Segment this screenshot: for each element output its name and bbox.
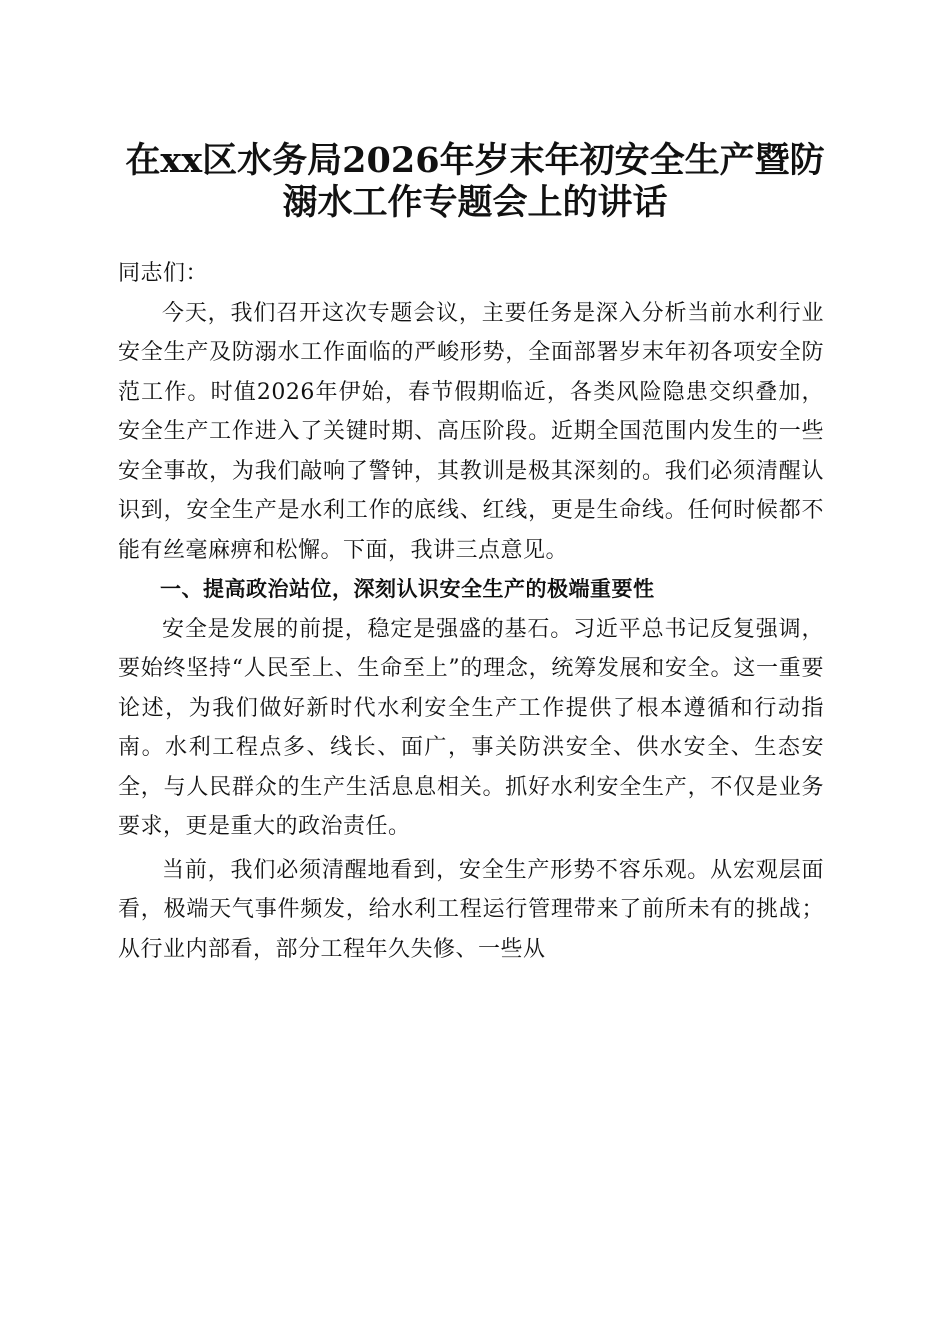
document-body [118,254,824,969]
document-title [110,140,840,224]
salutation: 同志们： [118,261,209,286]
title-line-1: 在xx区水务局2026年岁末年初安全生产暨防 [125,140,825,181]
section-heading-1: 一、提高政治站位，深刻认识安全生产的极端重要性 [160,577,655,601]
paragraph-intro: 今天，我们召开这次专题会议，主要任务是深入分析当前水利行业安全生产及防溺水工作面临的严峻形势，全面部署岁末年初各项安全防范工作。时值2026年伊始，春节假期临近，各类风险隐患交织叠加，安全生产工作进入了关键时期、高压阶段。近期全国范围内发生的一些安全事故，为我们敲响了警钟，其教训是极其深刻的。我们必须清醒认识到，安全生产是水利工作的底线、红线，更是生命线。任何时候都不能有丝毫麻痹和松懈。下面，我讲三点意见。 [118,300,824,563]
title-line-2: 溺水工作专题会上的讲话 [282,182,668,223]
paragraph-section1-2: 当前，我们必须清醒地看到，安全生产形势不容乐观。从宏观层面看，极端天气事件频发，给水利工程运行管理带来了前所未有的挑战；从行业内部看，部分工程年久失修、一些从 [118,857,824,962]
paragraph-section1-1: 安全是发展的前提，稳定是强盛的基石。习近平总书记反复强调，要始终坚持“人民至上、生命至上”的理念，统筹发展和安全。这一重要论述，为我们做好新时代水利安全生产工作提供了根本遵循和行动指南。水利工程点多、线长、面广，事关防洪安全、供水安全、生态安全，与人民群众的生产生活息息相关。抓好水利安全生产，不仅是业务要求，更是重大的政治责任。 [118,616,824,839]
